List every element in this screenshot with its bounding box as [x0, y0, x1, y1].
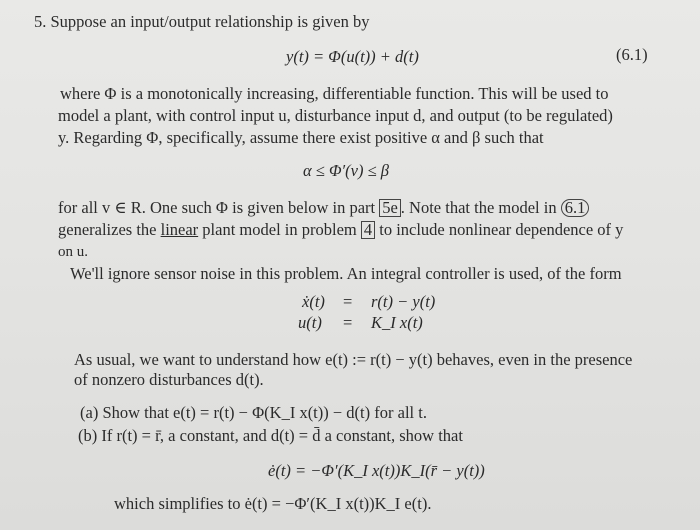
problem-intro-line — [34, 12, 369, 32]
para2-text-a: for all v ∈ R. One such Φ is given below in part — [58, 198, 376, 217]
paragraph-1-line-2: model a plant, with control input u, disturbance input d, and output (to be regulated) — [58, 106, 613, 125]
para2-text-d: plant model in problem — [202, 220, 357, 239]
system-row-2-rhs: K_I x(t) — [371, 313, 423, 332]
paragraph-4-line-1: As usual, we want to understand how e(t) := r(t) − y(t) behaves, even in the presence — [74, 350, 633, 369]
linear-word: linear — [160, 220, 199, 239]
bound-inequality: α ≤ Φ′(v) ≤ β — [303, 161, 389, 180]
para2-text-c: generalizes the — [58, 220, 157, 239]
part-b: (b) If r(t) = r̄, a constant, and d(t) = d̄ a constant, show that — [78, 426, 463, 445]
system-row-1-lhs: ẋ(t) — [302, 292, 325, 311]
paragraph-3: We'll ignore sensor noise in this problem. An integral controller is used, of the form — [70, 264, 622, 283]
paragraph-2-line-1 — [58, 198, 589, 218]
equation-6-1: y(t) = Φ(u(t)) + d(t) — [286, 47, 419, 66]
system-row-1-rhs: r(t) − y(t) — [371, 292, 436, 311]
problem-number: 5. — [34, 12, 47, 31]
part-a: (a) Show that e(t) = r(t) − Φ(K_I x(t)) − d(t) for all t. — [80, 403, 427, 422]
equation-number: (6.1) — [616, 45, 648, 64]
part-reference-link[interactable]: 5e — [379, 199, 401, 217]
system-row-2-rel: = — [343, 313, 353, 332]
final-line: which simplifies to ė(t) = −Φ′(K_I x(t))K_I e(t). — [114, 494, 432, 513]
paragraph-4-line-2: of nonzero disturbances d(t). — [74, 370, 264, 389]
problem-reference-link[interactable]: 4 — [361, 221, 375, 239]
para2-text-e: to include nonlinear dependence of y — [379, 220, 624, 239]
paragraph-2-line-3: on u. — [58, 244, 88, 260]
edot-equation: ė(t) = −Φ′(K_I x(t))K_I(r̄ − y(t)) — [268, 461, 485, 480]
problem-intro: Suppose an input/output relationship is given by — [50, 12, 370, 31]
paragraph-1-line-3: y. Regarding Φ, specifically, assume there exist positive α and β such that — [58, 128, 544, 147]
equation-reference-link[interactable]: 6.1 — [561, 199, 590, 217]
paragraph-2-line-2 — [58, 220, 623, 240]
system-row-2-lhs: u(t) — [298, 313, 322, 332]
paragraph-1-line-1: where Φ is a monotonically increasing, differentiable function. This will be used to — [60, 84, 609, 103]
para2-text-b: . Note that the model in — [400, 198, 557, 217]
system-row-1-rel: = — [343, 292, 353, 311]
